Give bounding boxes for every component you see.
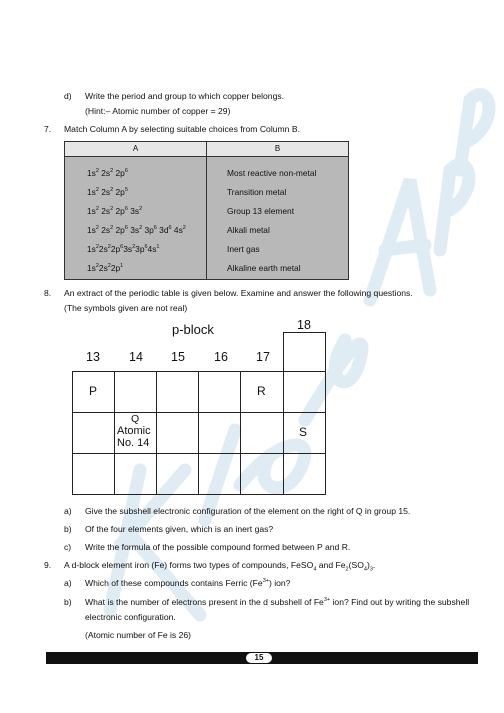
q8a-text: Give the subshell electronic configuration of the element on the right of Q in group 15. [85, 506, 411, 516]
choice-5: Inert gas [227, 244, 260, 254]
q8-line1: An extract of the periodic table is given below. Examine and answer the following questions. [64, 288, 413, 298]
cell-g15-r3 [156, 453, 199, 495]
q9-number: 9. [44, 560, 52, 570]
group-16: 16 [214, 350, 228, 364]
element-s: S [299, 425, 308, 439]
element-p: P [89, 384, 98, 398]
cell-g16-r2 [198, 412, 241, 454]
cell-g13-r2 [72, 412, 115, 454]
cell-g15-r1 [156, 371, 199, 413]
q8a-label: a) [64, 506, 72, 516]
element-q: Q [131, 413, 140, 425]
config-3: $1s^2$ $2s^2$ $2p^6$ $3s^2$ [87, 206, 143, 216]
q8-number: 8. [44, 288, 52, 298]
col-a-header: A [65, 142, 206, 157]
p-block-label: p-block [172, 322, 214, 337]
cell-g18-r3 [283, 453, 326, 495]
config-1: $1s^2$ $2s^2$ $2p^6$ [87, 168, 128, 178]
match-table [64, 141, 349, 280]
cell-g16-r1 [198, 371, 241, 413]
group-15: 15 [171, 350, 185, 364]
cell-g16-r3 [198, 453, 241, 495]
q9b-label: b) [64, 597, 72, 607]
element-q-note-1: Atomic [117, 425, 151, 437]
q9-note: (Atomic number of Fe is 26) [85, 630, 192, 640]
config-4: $1s^2$ $2s^2$ $2p^6$ $3s^2$ $3p^6$ $3d^6$ $4s^2$ [87, 225, 186, 235]
cell-g14-r1 [114, 371, 157, 413]
group-14: 14 [129, 350, 143, 364]
element-q-note-2: No. 14 [117, 437, 150, 449]
choice-2: Transition metal [227, 187, 287, 197]
group-13: 13 [86, 350, 100, 364]
cell-g13-r3 [72, 453, 115, 495]
cell-g17-r3 [240, 453, 284, 495]
q9b-text: What is the number of electrons present in the d subshell of $Fe^{3+}$ ion? Find out by writing the subshell [85, 597, 470, 607]
q7-number: 7. [44, 124, 52, 134]
q8b-label: b) [64, 524, 72, 534]
q9-text: A d-block element iron (Fe) forms two types of compounds, FeSO$_4$ and $Fe_2(SO_4)_3$. [64, 560, 376, 573]
page-number: 15 [246, 653, 272, 663]
element-r: R [257, 384, 266, 398]
choice-3: Group 13 element [227, 206, 295, 216]
q6d-label: d) [64, 91, 72, 101]
config-2: $1s^2$ $2s^2$ $2p^5$ [87, 187, 128, 197]
q9b-line2: electronic configuration. [85, 612, 176, 622]
group-17: 17 [256, 350, 270, 364]
cell-g14-r3 [114, 453, 157, 495]
cell-g18-r1 [283, 371, 326, 413]
group-18: 18 [297, 318, 311, 332]
q7-text: Match Column A by selecting suitable choices from Column B. [64, 124, 300, 134]
choice-6: Alkaline earth metal [227, 263, 301, 273]
q8c-text: Write the formula of the possible compound formed between P and R. [85, 542, 351, 552]
q6d-hint: (Hint:– Atomic number of copper = 29) [85, 106, 231, 116]
cell-g18-r0 [283, 332, 326, 372]
q9a-text: Which of these compounds contains Ferric $(Fe^{3+})$ ion? [85, 578, 291, 588]
cell-g17-r2 [240, 412, 284, 454]
q8c-label: c) [64, 542, 72, 552]
column-divider [206, 142, 207, 279]
config-5: $1s^22s^22p^63s^23p^64s^1$ [87, 244, 160, 254]
choice-1: Most reactive non-metal [227, 168, 317, 178]
config-6: $1s^22s^22p^1$ [87, 263, 124, 273]
cell-g15-r2 [156, 412, 199, 454]
q8-line2: (The symbols given are not real) [64, 303, 188, 313]
col-b-header: B [207, 142, 348, 157]
q6d-line1: Write the period and group to which copper belongs. [85, 91, 285, 101]
q8b-text: Of the four elements given, which is an inert gas? [85, 524, 274, 534]
choice-4: Alkali metal [227, 225, 270, 235]
q9a-label: a) [64, 578, 72, 588]
